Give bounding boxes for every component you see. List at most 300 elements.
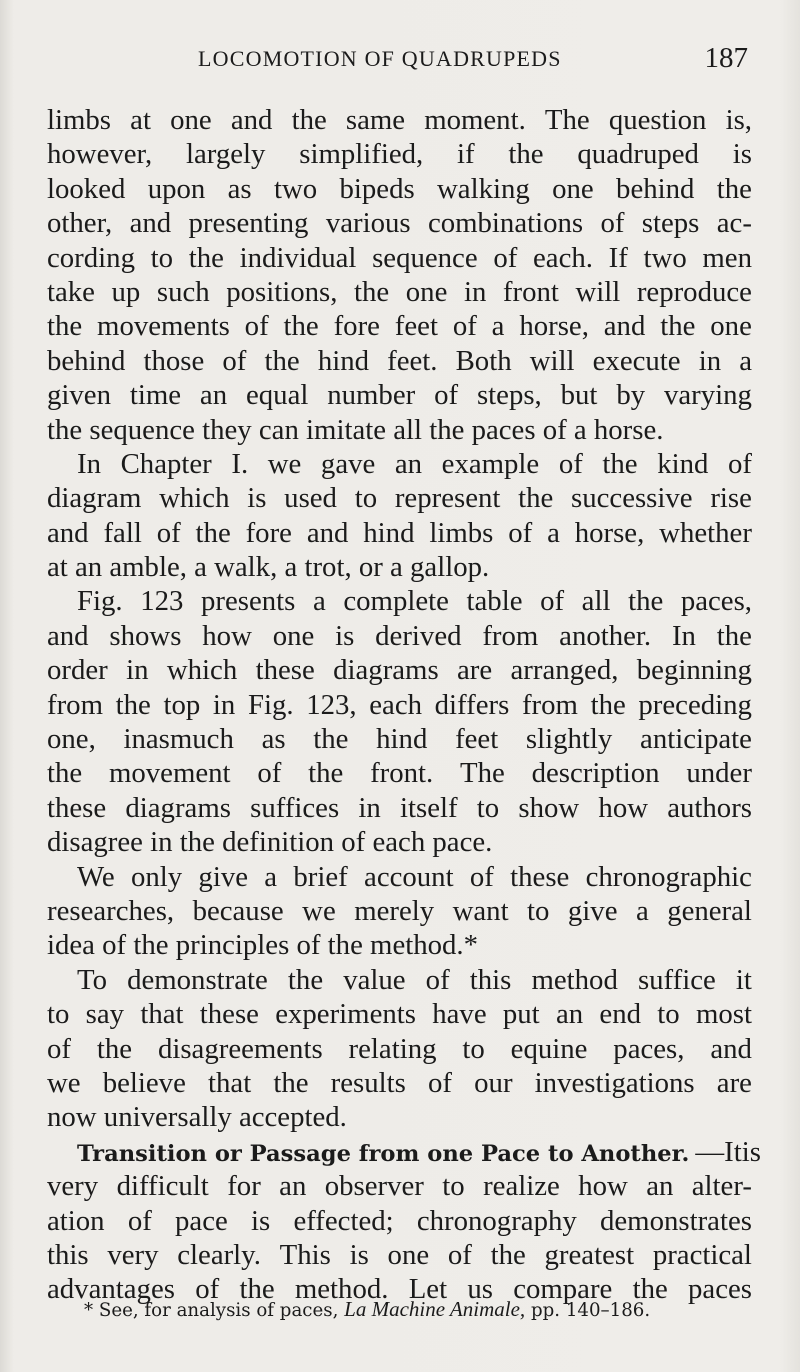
word: quadruped [577, 138, 699, 171]
word: only [130, 860, 183, 893]
word: order [47, 654, 108, 687]
text-line [47, 550, 752, 584]
word: an [646, 1170, 674, 1203]
word: most [695, 998, 752, 1031]
word: cording [47, 241, 135, 274]
text-line [47, 653, 752, 687]
word: the [354, 275, 390, 308]
word: is [335, 619, 355, 652]
word: positions, [226, 275, 338, 308]
word: the [628, 585, 664, 618]
word: demonstrates [600, 1204, 752, 1237]
word: general [667, 894, 752, 927]
word: greatest [544, 1238, 635, 1271]
word: movement [108, 757, 231, 790]
word: one [170, 104, 212, 136]
word: and [603, 310, 646, 343]
word: is [741, 1135, 761, 1168]
word: two [643, 241, 687, 274]
word: and [129, 207, 172, 240]
text-line [47, 1100, 752, 1134]
word: largely [186, 138, 266, 171]
word: these [510, 860, 570, 893]
word: an [555, 998, 584, 1031]
word: method [531, 963, 618, 996]
word: the [264, 344, 300, 377]
word: observer [324, 1170, 424, 1203]
word: to [657, 998, 680, 1031]
word: differs [434, 688, 510, 721]
word: these [255, 654, 315, 687]
word: steps [641, 207, 700, 240]
word: ac- [716, 207, 752, 240]
word: horse, [574, 516, 645, 549]
word: beginning [636, 654, 752, 687]
word: to [476, 791, 500, 824]
word: of [428, 1066, 452, 1099]
word: of [222, 344, 247, 377]
word: effected; [293, 1204, 394, 1237]
word: want [452, 894, 509, 927]
word: is [247, 482, 267, 515]
text-line [47, 344, 752, 378]
word: from [47, 688, 103, 721]
word: of [469, 860, 494, 893]
word: of [127, 1204, 152, 1237]
word: equine [510, 1032, 588, 1065]
word: given [47, 379, 111, 412]
text-line [47, 1169, 752, 1203]
word: believe [102, 1066, 186, 1099]
text-line [47, 1204, 752, 1238]
word: behind [616, 172, 695, 205]
word: sequence [372, 241, 478, 274]
word: we [47, 1066, 81, 1099]
text-line [47, 963, 752, 997]
text-line [47, 1032, 752, 1066]
word: suffice [637, 963, 716, 996]
word: that [140, 998, 184, 1031]
word: feet [394, 310, 438, 343]
word: demonstrate [127, 963, 268, 996]
word: of [540, 585, 565, 618]
text-line [47, 1066, 752, 1100]
text-line [47, 447, 752, 481]
word: relating [348, 1032, 437, 1065]
word: clearly. [177, 1238, 261, 1271]
word: In [671, 619, 696, 652]
word: fall [103, 516, 142, 549]
word: diagrams [125, 791, 231, 824]
run-in-heading-group [77, 1135, 742, 1169]
footnote-title: La Machine Animale, [344, 1297, 526, 1321]
word: difficult [116, 1170, 209, 1203]
word: of [727, 447, 752, 480]
word: movements [97, 310, 230, 343]
word: realize [483, 1170, 560, 1203]
word: say [85, 998, 125, 1031]
word: such [156, 275, 210, 308]
word: one [387, 1238, 430, 1271]
word: brief [293, 860, 348, 893]
word: if [457, 138, 475, 171]
word: moment. [424, 104, 526, 136]
word: this [47, 1238, 89, 1271]
word: equal [245, 379, 309, 412]
word: as [227, 172, 252, 205]
word: one [272, 619, 315, 652]
word: how [578, 1170, 628, 1203]
word: each. [533, 241, 593, 274]
word: one [552, 172, 594, 205]
word: we [267, 447, 302, 480]
word: us [467, 1273, 493, 1306]
word: however, [47, 138, 153, 171]
word: example [441, 447, 540, 480]
word: the [602, 447, 638, 480]
word: the [239, 1273, 275, 1306]
page-header [0, 44, 800, 80]
text-line [47, 481, 752, 515]
word: horse, [519, 310, 589, 343]
word: walking [437, 172, 530, 205]
run-in-heading: Transition or Passage from one Pace to Another. [77, 1140, 690, 1167]
word: front [502, 275, 559, 308]
word: one [710, 310, 752, 343]
word: used [284, 482, 337, 515]
word: from [482, 619, 539, 652]
text-line [47, 1238, 752, 1272]
word: the [308, 757, 344, 790]
word: limbs [429, 516, 494, 549]
word: other, [47, 207, 113, 240]
word: are [457, 654, 493, 687]
word: in [463, 275, 487, 308]
word: of [493, 241, 518, 274]
word: the [47, 310, 83, 343]
text-line [47, 860, 752, 894]
word: pace [175, 1204, 228, 1237]
word: Fig. [247, 688, 294, 721]
word: a [635, 894, 649, 927]
word: take [47, 275, 95, 308]
word: all [581, 585, 611, 618]
word: we [302, 894, 336, 927]
word: varying [663, 379, 752, 412]
word: of [257, 757, 282, 790]
word: end [599, 998, 641, 1031]
text-line [47, 103, 752, 137]
text-line [47, 241, 752, 275]
word: To [77, 963, 107, 996]
word: This [279, 1238, 331, 1271]
word: how [598, 791, 649, 824]
word: experiments [275, 998, 416, 1031]
word: feet. [387, 344, 438, 377]
text-line [47, 825, 752, 859]
word: the [96, 1032, 133, 1065]
word: as [261, 723, 286, 756]
word: to [527, 894, 550, 927]
word: of [447, 1238, 472, 1271]
text-line [47, 756, 752, 790]
text-line [47, 206, 752, 240]
word: these [199, 998, 259, 1031]
word: The [544, 104, 590, 136]
word: diagrams [333, 654, 439, 687]
word: because [192, 894, 284, 927]
footnote-suffix: pp. 140–186. [530, 1300, 651, 1321]
word: in [358, 791, 381, 824]
text-line [47, 275, 752, 309]
word: our [474, 1066, 513, 1099]
word: a [264, 860, 278, 893]
word: successive [571, 482, 693, 515]
word: merely [354, 894, 435, 927]
text-line [47, 688, 752, 722]
word: under [686, 757, 752, 790]
word: top [163, 688, 201, 721]
word: the [632, 1273, 668, 1306]
word: behind [47, 344, 126, 377]
word: and [306, 516, 349, 549]
word: the [283, 310, 319, 343]
text-line [47, 722, 752, 756]
word: the [590, 688, 626, 721]
word: ation [47, 1204, 105, 1237]
word: 123, [306, 688, 357, 721]
word: of [195, 1273, 220, 1306]
word: question [608, 104, 707, 136]
text-line [47, 309, 752, 343]
word: the [273, 1066, 309, 1099]
word: bipeds [339, 172, 415, 205]
word: idea of the principles of the method.* [47, 929, 479, 962]
word: combinations [427, 207, 584, 240]
word: an [199, 379, 228, 412]
word: hind [317, 344, 370, 377]
word: account [364, 860, 454, 893]
word: one, [47, 723, 96, 756]
word: it [735, 963, 752, 996]
word: the sequence they can imitate all the paces of a horse. [47, 413, 664, 446]
word: complete [343, 585, 449, 618]
text-line [47, 413, 752, 447]
word: hind [363, 516, 415, 549]
word: compare [513, 1273, 613, 1306]
body-text [47, 103, 761, 1307]
text-line [47, 997, 752, 1031]
text-line [47, 619, 752, 653]
text-line [47, 137, 752, 171]
word: that [208, 1066, 252, 1099]
word: to [150, 241, 174, 274]
word: at [130, 104, 151, 136]
word: looked [47, 172, 126, 205]
word: whether [659, 516, 752, 549]
word: the [313, 723, 349, 756]
word: in [698, 344, 722, 377]
word: same [345, 104, 406, 136]
word: inasmuch [123, 723, 234, 756]
word: suffices [250, 791, 340, 824]
text-line [47, 584, 752, 618]
word: shows [109, 619, 182, 652]
word: presenting [188, 207, 309, 240]
word: of [600, 207, 625, 240]
word: number [327, 379, 416, 412]
word: feet [455, 723, 499, 756]
word: advantages [47, 1273, 175, 1306]
word: an [279, 1170, 307, 1203]
word: the [508, 138, 544, 171]
word: Both [455, 344, 512, 377]
word: to [354, 482, 378, 515]
word: Fig. [77, 585, 123, 618]
run-in-tail: —It [695, 1135, 742, 1168]
word: for [227, 1170, 261, 1203]
word: paces [688, 1273, 752, 1306]
word: which [166, 654, 238, 687]
word: an [394, 447, 423, 480]
word: results [330, 1066, 406, 1099]
word: the [490, 1238, 526, 1271]
word: of [558, 447, 583, 480]
word: two [273, 172, 318, 205]
word: is [251, 1204, 271, 1237]
word: is [732, 138, 752, 171]
word: give [198, 860, 249, 893]
word: Let [408, 1273, 448, 1306]
word: Chapter [120, 447, 212, 480]
word: will [575, 275, 621, 308]
word: one [405, 275, 448, 308]
word: to [462, 1032, 485, 1065]
word: steps, [476, 379, 542, 412]
word: disagree in the definition of each pace. [47, 826, 493, 859]
word: various [325, 207, 411, 240]
footnote [84, 1297, 650, 1322]
word: diagram [47, 482, 142, 515]
word: in [126, 654, 149, 687]
word: 123 [140, 585, 184, 618]
text-line [47, 378, 752, 412]
word: table [466, 585, 523, 618]
word: value [343, 963, 406, 996]
word: represent [394, 482, 501, 515]
word: investigations [534, 1066, 695, 1099]
word: a [491, 310, 505, 343]
word: which [159, 482, 230, 515]
word: practical [652, 1238, 752, 1271]
word: men [702, 241, 752, 274]
word: give [567, 894, 618, 927]
text-line [47, 894, 752, 928]
word: of [244, 310, 269, 343]
word: of [47, 1032, 71, 1065]
word: alter- [691, 1170, 752, 1203]
word: put [502, 998, 540, 1031]
word: authors [667, 791, 752, 824]
word: researches, [47, 894, 175, 927]
word: very [107, 1238, 159, 1271]
word: will [529, 344, 575, 377]
word: I. [231, 447, 249, 480]
word: method. [294, 1273, 389, 1306]
word: and [47, 619, 89, 652]
text-line [47, 1135, 761, 1169]
word: now universally accepted. [47, 1101, 347, 1134]
page-number: 187 [704, 42, 748, 74]
word: the [115, 688, 151, 721]
word: is [349, 1238, 369, 1271]
word: to [47, 998, 70, 1031]
word: the [518, 482, 554, 515]
word: paces, [680, 585, 752, 618]
text-line [47, 172, 752, 206]
word: and [47, 516, 89, 549]
word: is, [725, 104, 752, 136]
word: We [77, 860, 115, 893]
word: front. [370, 757, 434, 790]
word: and [710, 1032, 752, 1065]
word: kind [657, 447, 709, 480]
word: the [47, 757, 83, 790]
word: up [111, 275, 141, 308]
word: another. [559, 619, 652, 652]
word: of [508, 516, 533, 549]
word: the [660, 310, 696, 343]
word: each [369, 688, 423, 721]
word: anticipate [640, 723, 752, 756]
word: description [531, 757, 660, 790]
word: reproduce [636, 275, 752, 308]
text-line [47, 516, 752, 550]
word: the [188, 241, 224, 274]
word: of [434, 379, 459, 412]
word: and [230, 104, 273, 136]
word: upon [147, 172, 206, 205]
word: itself [400, 791, 458, 824]
word: time [129, 379, 182, 412]
word: but [560, 379, 598, 412]
word: preceding [638, 688, 752, 721]
running-head: LOCOMOTION OF QUADRUPEDS [198, 46, 562, 71]
word: the [195, 516, 231, 549]
word: a [312, 585, 326, 618]
word: chronographic [585, 860, 752, 893]
word: simplified, [299, 138, 424, 171]
word: a [739, 344, 752, 377]
word: from [521, 688, 578, 721]
word: of [452, 310, 477, 343]
word: gave [320, 447, 376, 480]
word: at an amble, a walk, a trot, or a gallop. [47, 551, 490, 584]
word: have [432, 998, 487, 1031]
word: fore [333, 310, 380, 343]
word: If [608, 241, 628, 274]
word: hind [376, 723, 428, 756]
word: individual [239, 241, 357, 274]
word: In [77, 447, 101, 480]
word: in [212, 688, 236, 721]
word: are [716, 1066, 752, 1099]
word: the [287, 963, 324, 996]
word: very [47, 1170, 99, 1203]
word: chronography [416, 1204, 577, 1237]
word: of [156, 516, 181, 549]
word: arranged, [510, 654, 619, 687]
